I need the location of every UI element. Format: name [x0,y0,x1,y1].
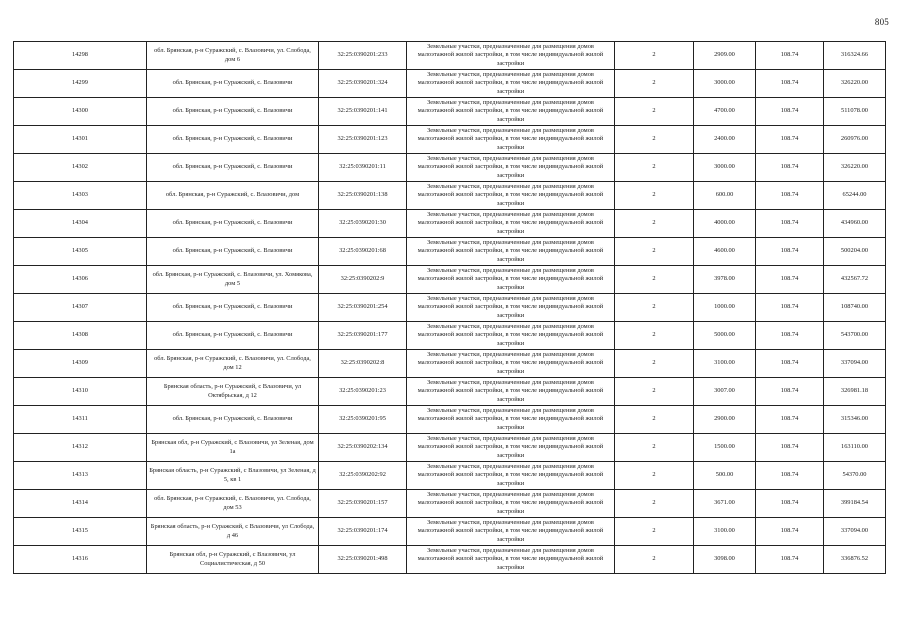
table-row [14,546,886,574]
specific-value-cell: 108.74 [756,238,824,266]
row-number: 14303 [14,182,147,210]
cadastral-number-cell: 32:25:0390202:92 [319,462,407,490]
cadastral-value-cell: 434960.00 [824,210,886,238]
address-cell: обл. Брянская, р-н Суражский, с. Влазовичи [147,322,319,350]
row-number: 14312 [14,434,147,462]
table-row [14,462,886,490]
cadastral-value-cell: 108740.00 [824,294,886,322]
address-cell: Брянская обл, р-н Суражский, с Влазовичи, ул Зеленая, дом 1а [147,434,319,462]
category-cell: 2 [615,70,694,98]
table-row [14,154,886,182]
table-body [14,42,886,574]
area-cell: 2400.00 [694,126,756,154]
category-cell: 2 [615,266,694,294]
area-cell: 3978.00 [694,266,756,294]
area-cell: 1500.00 [694,434,756,462]
row-number: 14316 [14,546,147,574]
table-row [14,70,886,98]
specific-value-cell: 108.74 [756,266,824,294]
row-number: 14311 [14,406,147,434]
permitted-use-cell: Земельные участки, предназначенные для размещения домов малоэтажной жилой застройки, в том числе индивидуальной жилой застройки [407,182,615,210]
cadastral-value-table [13,41,886,574]
table-row [14,322,886,350]
specific-value-cell: 108.74 [756,126,824,154]
row-number: 14298 [14,42,147,70]
permitted-use-cell: Земельные участки, предназначенные для размещения домов малоэтажной жилой застройки, в том числе индивидуальной жилой застройки [407,294,615,322]
table-row [14,126,886,154]
address-cell: обл. Брянская, р-н Суражский, с. Влазовичи [147,98,319,126]
cadastral-value-cell: 337094.00 [824,350,886,378]
area-cell: 3007.00 [694,378,756,406]
cadastral-value-cell: 543700.00 [824,322,886,350]
address-cell: обл. Брянская, р-н Суражский, с. Влазовичи [147,210,319,238]
permitted-use-cell: Земельные участки, предназначенные для размещения домов малоэтажной жилой застройки, в том числе индивидуальной жилой застройки [407,462,615,490]
table-row [14,406,886,434]
specific-value-cell: 108.74 [756,462,824,490]
permitted-use-cell: Земельные участки, предназначенные для размещения домов малоэтажной жилой застройки, в том числе индивидуальной жилой застройки [407,546,615,574]
row-number: 14313 [14,462,147,490]
area-cell: 2909.00 [694,42,756,70]
table-row [14,378,886,406]
cadastral-value-cell: 163110.00 [824,434,886,462]
address-cell: обл. Брянская, р-н Суражский, с. Влазовичи, ул. Хомякова, дом 5 [147,266,319,294]
cadastral-value-cell: 336876.52 [824,546,886,574]
category-cell: 2 [615,154,694,182]
cadastral-number-cell: 32:25:0390201:95 [319,406,407,434]
specific-value-cell: 108.74 [756,406,824,434]
area-cell: 3000.00 [694,154,756,182]
permitted-use-cell: Земельные участки, предназначенные для размещения домов малоэтажной жилой застройки, в том числе индивидуальной жилой застройки [407,490,615,518]
table-row [14,490,886,518]
cadastral-value-cell: 54370.00 [824,462,886,490]
permitted-use-cell: Земельные участки, предназначенные для размещения домов малоэтажной жилой застройки, в том числе индивидуальной жилой застройки [407,518,615,546]
address-cell: Брянская область, р-н Суражский, с Влазовичи, ул Слобода, д 46 [147,518,319,546]
cadastral-value-cell: 326220.00 [824,154,886,182]
area-cell: 3098.00 [694,546,756,574]
area-cell: 500.00 [694,462,756,490]
specific-value-cell: 108.74 [756,322,824,350]
table-row [14,350,886,378]
address-cell: Брянская область, р-н Суражский, с Влазовичи, ул Зеленая, д 5, кв 1 [147,462,319,490]
area-cell: 4600.00 [694,238,756,266]
area-cell: 4000.00 [694,210,756,238]
permitted-use-cell: Земельные участки, предназначенные для размещения домов малоэтажной жилой застройки, в том числе индивидуальной жилой застройки [407,70,615,98]
address-cell: Брянская область, р-н Суражский, с Влазовичи, ул Октябрьская, д 12 [147,378,319,406]
permitted-use-cell: Земельные участки, предназначенные для размещения домов малоэтажной жилой застройки, в том числе индивидуальной жилой застройки [407,210,615,238]
address-cell: обл. Брянская, р-н Суражский, с. Влазовичи, ул. Слобода, дом 53 [147,490,319,518]
table-row [14,42,886,70]
cadastral-number-cell: 32:25:0390201:23 [319,378,407,406]
table-row [14,238,886,266]
specific-value-cell: 108.74 [756,70,824,98]
category-cell: 2 [615,518,694,546]
table-row [14,518,886,546]
table-row [14,210,886,238]
cadastral-number-cell: 32:25:0390202:8 [319,350,407,378]
address-cell: обл. Брянская, р-н Суражский, с. Влазовичи, ул. Слобода, дом 6 [147,42,319,70]
area-cell: 3671.00 [694,490,756,518]
cadastral-value-cell: 326220.00 [824,70,886,98]
cadastral-number-cell: 32:25:0390201:177 [319,322,407,350]
address-cell: обл. Брянская, р-н Суражский, с. Влазовичи [147,294,319,322]
address-cell: Брянская обл, р-н Суражский, с Влазовичи, ул Социалистическая, д 50 [147,546,319,574]
cadastral-value-cell: 432567.72 [824,266,886,294]
cadastral-value-cell: 337094.00 [824,518,886,546]
cadastral-value-cell: 399184.54 [824,490,886,518]
category-cell: 2 [615,434,694,462]
specific-value-cell: 108.74 [756,518,824,546]
table-row [14,266,886,294]
cadastral-value-cell: 500204.00 [824,238,886,266]
cadastral-value-cell: 511078.00 [824,98,886,126]
area-cell: 3100.00 [694,350,756,378]
row-number: 14302 [14,154,147,182]
category-cell: 2 [615,98,694,126]
cadastral-value-cell: 65244.00 [824,182,886,210]
area-cell: 4700.00 [694,98,756,126]
specific-value-cell: 108.74 [756,434,824,462]
cadastral-number-cell: 32:25:0390201:254 [319,294,407,322]
area-cell: 3000.00 [694,70,756,98]
table-row [14,182,886,210]
cadastral-value-cell: 315346.00 [824,406,886,434]
area-cell: 3100.00 [694,518,756,546]
category-cell: 2 [615,406,694,434]
specific-value-cell: 108.74 [756,294,824,322]
table-row [14,98,886,126]
table-row [14,434,886,462]
category-cell: 2 [615,462,694,490]
specific-value-cell: 108.74 [756,154,824,182]
row-number: 14301 [14,126,147,154]
specific-value-cell: 108.74 [756,210,824,238]
specific-value-cell: 108.74 [756,182,824,210]
category-cell: 2 [615,126,694,154]
address-cell: обл. Брянская, р-н Суражский, с. Влазовичи [147,154,319,182]
cadastral-number-cell: 32:25:0390201:11 [319,154,407,182]
area-cell: 1000.00 [694,294,756,322]
specific-value-cell: 108.74 [756,98,824,126]
row-number: 14307 [14,294,147,322]
row-number: 14299 [14,70,147,98]
page-number: 805 [874,17,889,27]
category-cell: 2 [615,378,694,406]
cadastral-number-cell: 32:25:0390201:123 [319,126,407,154]
category-cell: 2 [615,42,694,70]
address-cell: обл. Брянская, р-н Суражский, с. Влазовичи, ул. Слобода, дом 12 [147,350,319,378]
permitted-use-cell: Земельные участки, предназначенные для размещения домов малоэтажной жилой застройки, в том числе индивидуальной жилой застройки [407,238,615,266]
category-cell: 2 [615,238,694,266]
cadastral-number-cell: 32:25:0390202:9 [319,266,407,294]
specific-value-cell: 108.74 [756,546,824,574]
row-number: 14309 [14,350,147,378]
permitted-use-cell: Земельные участки, предназначенные для размещения домов малоэтажной жилой застройки, в том числе индивидуальной жилой застройки [407,266,615,294]
row-number: 14315 [14,518,147,546]
permitted-use-cell: Земельные участки, предназначенные для размещения домов малоэтажной жилой застройки, в том числе индивидуальной жилой застройки [407,42,615,70]
address-cell: обл. Брянская, р-н Суражский, с. Влазовичи, дом [147,182,319,210]
cadastral-number-cell: 32:25:0390201:68 [319,238,407,266]
category-cell: 2 [615,322,694,350]
cadastral-number-cell: 32:25:0390201:138 [319,182,407,210]
category-cell: 2 [615,350,694,378]
cadastral-number-cell: 32:25:0390201:174 [319,518,407,546]
row-number: 14308 [14,322,147,350]
category-cell: 2 [615,490,694,518]
address-cell: обл. Брянская, р-н Суражский, с. Влазовичи [147,70,319,98]
cadastral-number-cell: 32:25:0390201:30 [319,210,407,238]
cadastral-number-cell: 32:25:0390201:157 [319,490,407,518]
area-cell: 600.00 [694,182,756,210]
permitted-use-cell: Земельные участки, предназначенные для размещения домов малоэтажной жилой застройки, в том числе индивидуальной жилой застройки [407,378,615,406]
row-number: 14305 [14,238,147,266]
area-cell: 2900.00 [694,406,756,434]
cadastral-number-cell: 32:25:0390201:141 [319,98,407,126]
row-number: 14304 [14,210,147,238]
table-row [14,294,886,322]
cadastral-value-cell: 326981.18 [824,378,886,406]
permitted-use-cell: Земельные участки, предназначенные для размещения домов малоэтажной жилой застройки, в том числе индивидуальной жилой застройки [407,322,615,350]
row-number: 14300 [14,98,147,126]
specific-value-cell: 108.74 [756,378,824,406]
address-cell: обл. Брянская, р-н Суражский, с. Влазовичи [147,126,319,154]
cadastral-number-cell: 32:25:0390201:324 [319,70,407,98]
cadastral-value-cell: 260976.00 [824,126,886,154]
permitted-use-cell: Земельные участки, предназначенные для размещения домов малоэтажной жилой застройки, в том числе индивидуальной жилой застройки [407,98,615,126]
cadastral-value-cell: 316324.66 [824,42,886,70]
row-number: 14314 [14,490,147,518]
category-cell: 2 [615,210,694,238]
permitted-use-cell: Земельные участки, предназначенные для размещения домов малоэтажной жилой застройки, в том числе индивидуальной жилой застройки [407,434,615,462]
specific-value-cell: 108.74 [756,350,824,378]
address-cell: обл. Брянская, р-н Суражский, с. Влазовичи [147,238,319,266]
category-cell: 2 [615,182,694,210]
cadastral-number-cell: 32:25:0390201:233 [319,42,407,70]
specific-value-cell: 108.74 [756,42,824,70]
permitted-use-cell: Земельные участки, предназначенные для размещения домов малоэтажной жилой застройки, в том числе индивидуальной жилой застройки [407,350,615,378]
category-cell: 2 [615,546,694,574]
cadastral-number-cell: 32:25:0390202:134 [319,434,407,462]
area-cell: 5000.00 [694,322,756,350]
row-number: 14310 [14,378,147,406]
row-number: 14306 [14,266,147,294]
permitted-use-cell: Земельные участки, предназначенные для размещения домов малоэтажной жилой застройки, в том числе индивидуальной жилой застройки [407,406,615,434]
address-cell: обл. Брянская, р-н Суражский, с. Влазовичи [147,406,319,434]
cadastral-number-cell: 32:25:0390201:498 [319,546,407,574]
specific-value-cell: 108.74 [756,490,824,518]
permitted-use-cell: Земельные участки, предназначенные для размещения домов малоэтажной жилой застройки, в том числе индивидуальной жилой застройки [407,154,615,182]
permitted-use-cell: Земельные участки, предназначенные для размещения домов малоэтажной жилой застройки, в том числе индивидуальной жилой застройки [407,126,615,154]
category-cell: 2 [615,294,694,322]
